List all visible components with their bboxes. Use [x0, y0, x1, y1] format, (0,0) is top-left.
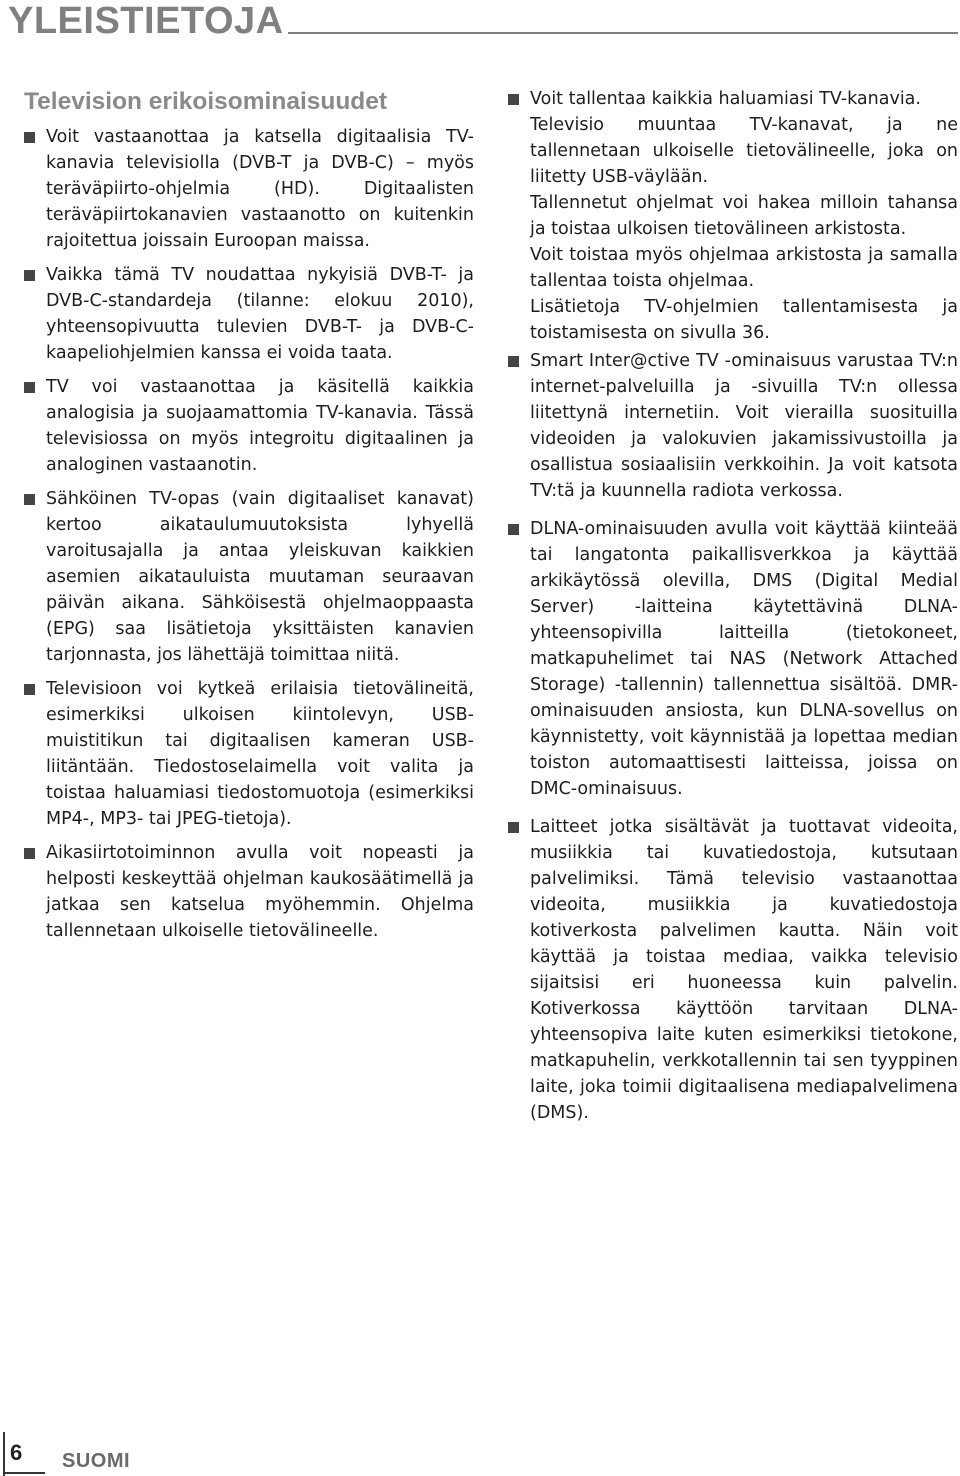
list-item: [24, 676, 474, 832]
list-item: [24, 124, 474, 254]
list-item: [24, 374, 474, 478]
page-title-text: YLEISTIETOJA: [8, 0, 284, 42]
footer-vertical-rule: [3, 1432, 5, 1476]
page-footer: [0, 1432, 200, 1476]
item-paragraph: Televisio muuntaa TV-kanavat, ja ne tallennetaan ulkoiselle tietovälineelle, joka on liitetty USB-väylään.: [530, 115, 958, 187]
list-item: [508, 348, 958, 504]
bullet-square-icon: [508, 524, 519, 535]
title-rule: [288, 32, 958, 34]
item-text: DLNA-ominaisuuden avulla voit käyttää kiinteää tai langatonta paikallisverkkoa ja käyttää arkikäytössä olevilla, DMS (Digital Medial Server) -laitteina käytettävinä DLNA-yhteensopivilla laitteilla (tietokoneet, matkapuhelimet tai NAS (Network Attached Storage) -tallennin) tallennettua sisältöä. DMR-ominaisuuden ansiosta, kun DLNA-sovellus on käynnistetty, voit käynnistää ja lopettaa median toiston automaattisesti laitteissa, joissa on DMC-ominaisuus.: [530, 519, 958, 799]
item-text: Vaikka tämä TV noudattaa nykyisiä DVB-T- ja DVB-C-standardeja (tilanne: elokuu 2010), yhteensopivuutta tulevien DVB-T- ja DVB-C-kaapeliohjelmien kanssa ei voida taata.: [46, 265, 474, 363]
bullet-square-icon: [24, 132, 35, 143]
footer-horizontal-rule: [3, 1472, 45, 1474]
item-paragraph: Lisätietoja TV-ohjelmien tallentamisesta ja toistamisesta on sivulla 36.: [530, 297, 958, 343]
item-lead-text: Voit tallentaa kaikkia haluamiasi TV-kanavia.: [530, 89, 921, 109]
list-item: [508, 516, 958, 802]
list-item: [508, 814, 958, 1126]
page-number: 6: [10, 1440, 23, 1465]
footer-language: SUOMI: [62, 1450, 131, 1472]
list-item: [508, 86, 958, 346]
item-text: Televisioon voi kytkeä erilaisia tietovälineitä, esimerkiksi ulkoisen kiintolevyn, USB-muistitikun tai digitaalisen kameran USB-liitäntään. Tiedostoselaimella voit valita ja toistaa haluamiasi tiedostomuotoja (esimerkiksi MP4-, MP3- tai JPEG-tietoja).: [46, 679, 474, 829]
page-title: [8, 0, 958, 40]
bullet-square-icon: [24, 270, 35, 281]
list-item: [24, 840, 474, 944]
bullet-square-icon: [508, 822, 519, 833]
list-item: [24, 486, 474, 668]
item-text: Voit vastaanottaa ja katsella digitaalisia TV-kanavia televisiolla (DVB-T ja DVB-C) – myös teräväpiirto-ohjelmia (HD). Digitaalisten teräväpiirtokanavien vastaanotto on kuitenkin rajoitettua joissain Euroopan maissa.: [46, 127, 474, 251]
bullet-square-icon: [508, 356, 519, 367]
bullet-square-icon: [24, 684, 35, 695]
item-text: Sähköinen TV-opas (vain digitaaliset kanavat) kertoo aikataulumuutoksista lyhyellä varoitusajalla ja antaa yleiskuvan kaikkien asemien aikatauluista muutaman seuraavan päivän aikana. Sähköisestä ohjelmaoppaasta (EPG) saa lisätietoja yksittäisten kanavien tarjonnasta, jos lähettäjä toimittaa niitä.: [46, 489, 474, 665]
item-text: Smart Inter@ctive TV -ominaisuus varustaa TV:n internet-palveluilla ja -sivuilla TV:n ollessa liitettynä internetiin. Voit vierailla suosituilla videoiden ja valokuvien jakamissivustoilla ja osallistua sosiaalisiin verkkoihin. Ja voit katsota TV:tä ja kuunnella radiota verkossa.: [530, 351, 958, 501]
item-text: Laitteet jotka sisältävät ja tuottavat videoita, musiikkia tai kuvatiedostoja, kutsutaan palvelimiksi. Tämä televisio vastaanottaa videoita, musiikkia ja kuvatiedostoja kotiverkosta palvelimen kautta. Näin voit käyttää ja toistaa mediaa, vaikka televisio sijaitsisi eri huoneessa kuin palvelin. Kotiverkossa käyttöön tarvitaan DLNA-yhteensopiva laite kuten esimerkiksi tietokone, matkapuhelin, verkkotallennin tai sen tyyppinen laite, joka toimii digitaalisena mediapalvelimena (DMS).: [530, 817, 958, 1123]
bullet-square-icon: [24, 382, 35, 393]
item-text: TV voi vastaanottaa ja käsitellä kaikkia analogisia ja suojaamattomia TV-kanavia. Tässä televisiossa on myös integroitu digitaalinen ja analoginen vastaanotin.: [46, 377, 474, 475]
item-paragraph: Voit toistaa myös ohjelmaa arkistosta ja samalla tallentaa toista ohjelmaa.: [530, 245, 958, 291]
list-item: [24, 262, 474, 366]
section-heading: Television erikoisominaisuudet: [24, 88, 388, 115]
bullet-square-icon: [24, 494, 35, 505]
right-column: [508, 86, 958, 1126]
item-text: Aikasiirtotoiminnon avulla voit nopeasti ja helposti keskeyttää ohjelman kaukosäätimellä ja jatkaa sen katselua myöhemmin. Ohjelma tallennetaan ulkoiselle tietovälineelle.: [46, 843, 474, 941]
bullet-square-icon: [24, 848, 35, 859]
item-paragraph: Tallennetut ohjelmat voi hakea milloin tahansa ja toistaa ulkoisen tietovälineen arkistosta.: [530, 193, 958, 239]
left-column: [24, 124, 474, 944]
bullet-square-icon: [508, 94, 519, 105]
